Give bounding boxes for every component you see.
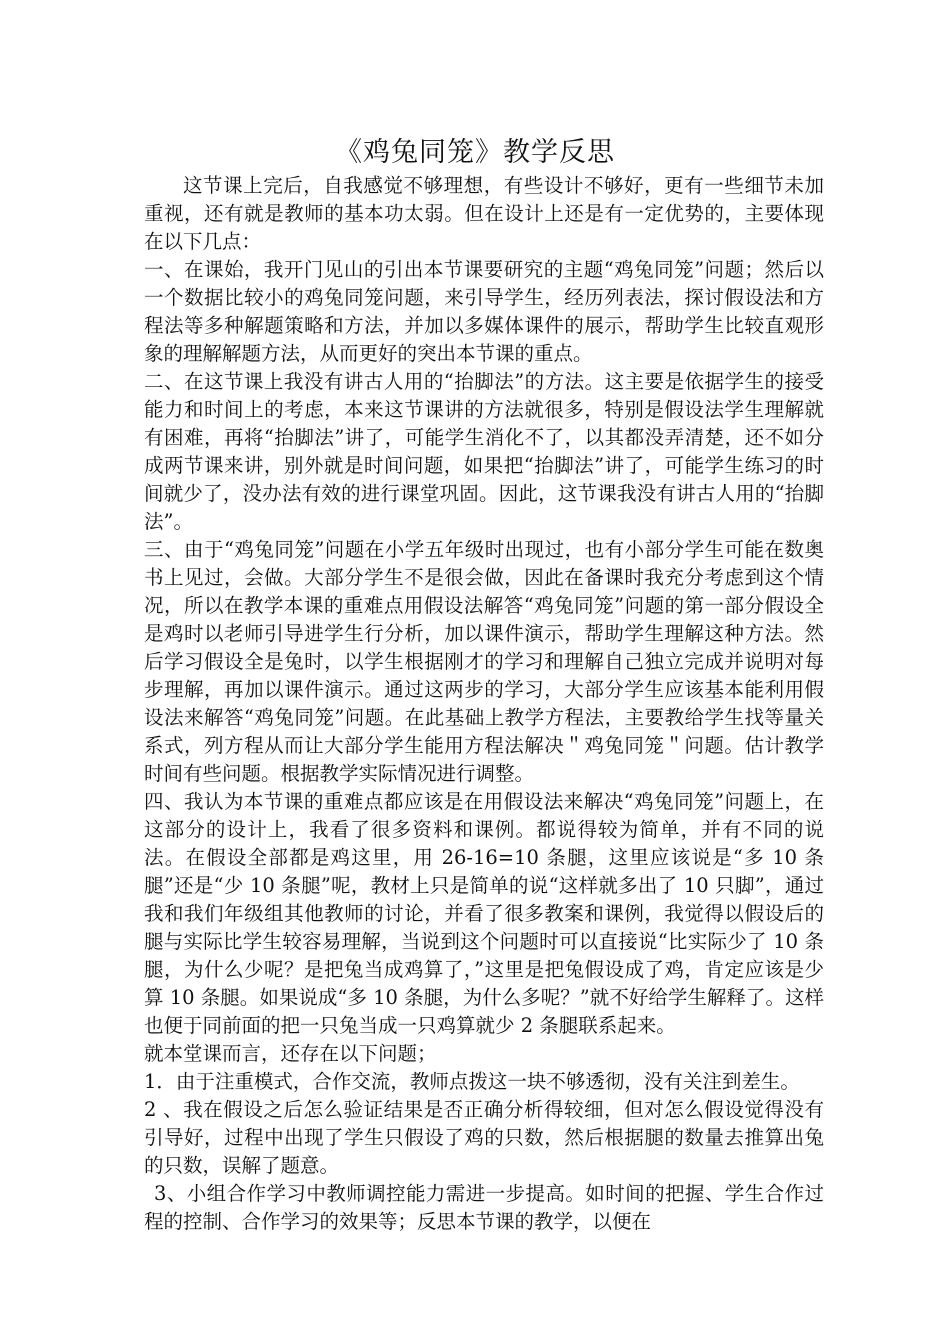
paragraph-problem-1: 1．由于注重模式，合作交流，教师点拨这一块不够透彻，没有关注到差生。: [144, 1070, 800, 1093]
paragraph-point-1: 一、在课始，我开门见山的引出本节课要研究的主题“鸡兔同笼”问题；然后以一个数据比较小的鸡兔同笼问题，来引导学生，经历列表法，探讨假设法和方程法等多种解题策略和方法，并加以多媒体课件的展示，帮助学生比较直观形象的理解解题方法，从而更好的突出本节课的重点。: [144, 258, 824, 365]
paragraph-problems-intro: 就本堂课而言，还存在以下问题；: [144, 1042, 437, 1065]
paragraph-intro: 这节课上完后，自我感觉不够理想，有些设计不够好，更有一些细节未加重视，还有就是教师的基本功太弱。但在设计上还是有一定优势的，主要体现在以下几点：: [144, 174, 824, 253]
paragraph-point-2: 二、在这节课上我没有讲古人用的“抬脚法”的方法。这主要是依据学生的接受能力和时间上的考虑，本来这节课讲的方法就很多，特别是假设法学生理解就有困难，再将“抬脚法”讲了，可能学生消化不了，以其都没弄清楚，还不如分成两节课来讲，别外就是时间问题，如果把“抬脚法”讲了，可能学生练习的时间就少了，没办法有效的进行课堂巩固。因此，这节课我没有讲古人用的“抬脚法”。: [144, 370, 824, 533]
paragraph-problem-2: 2 、我在假设之后怎么验证结果是否正确分析得较细，但对怎么假设觉得没有引导好，过程中出现了学生只假设了鸡的只数，然后根据腿的数量去推算出兔的只数，误解了题意。: [144, 1098, 824, 1177]
document-title: 《鸡兔同笼》教学反思: [335, 137, 615, 168]
paragraph-problem-3: 3、小组合作学习中教师调控能力需进一步提高。如时间的把握、学生合作过程的控制、合作学习的效果等；反思本节课的教学，以便在: [144, 1182, 824, 1233]
paragraph-point-4: 四、我认为本节课的重难点都应该是在用假设法来解决“鸡兔同笼”问题上，在这部分的设计上，我看了很多资料和课例。都说得较为简单，并有不同的说法。在假设全部都是鸡这里，用 26-16=10 条腿，这里应该说是“多 10 条腿”还是“少 10 条腿”呢，教材上只是简单的说“这样就多出了 10 只脚”，通过我和我们年级组其他教师的讨论，并看了很多教案和课例，我觉得以假设后的腿与实际比学生较容易理解，当说到这个问题时可以直接说“比实际少了 10 条腿，为什么少呢？是把兔当成鸡算了，”这里是把兔假设成了鸡，肯定应该是少算 10 条腿。如果说成“多 10 条腿，为什么多呢？”就不好给学生解释了。这样也便于同前面的把一只兔当成一只鸡算就少 2 条腿联系起来。: [144, 790, 824, 1037]
paragraph-point-3: 三、由于“鸡兔同笼”问题在小学五年级时出现过，也有小部分学生可能在数奥书上见过，会做。大部分学生不是很会做，因此在备课时我充分考虑到这个情况，所以在教学本课的重难点用假设法解答“鸡兔同笼”问题的第一部分假设全是鸡时以老师引导进学生行分析，加以课件演示，帮助学生理解这种方法。然后学习假设全是兔时，以学生根据刚才的学习和理解自己独立完成并说明对每步理解，再加以课件演示。通过这两步的学习，大部分学生应该基本能利用假设法来解答“鸡兔同笼”问题。在此基础上教学方程法，主要教给学生找等量关系式，列方程从而让大部分学生能用方程法解决＂鸡兔同笼＂问题。估计教学时间有些问题。根据教学实际情况进行调整。: [144, 538, 824, 785]
document-body: [144, 172, 824, 1236]
